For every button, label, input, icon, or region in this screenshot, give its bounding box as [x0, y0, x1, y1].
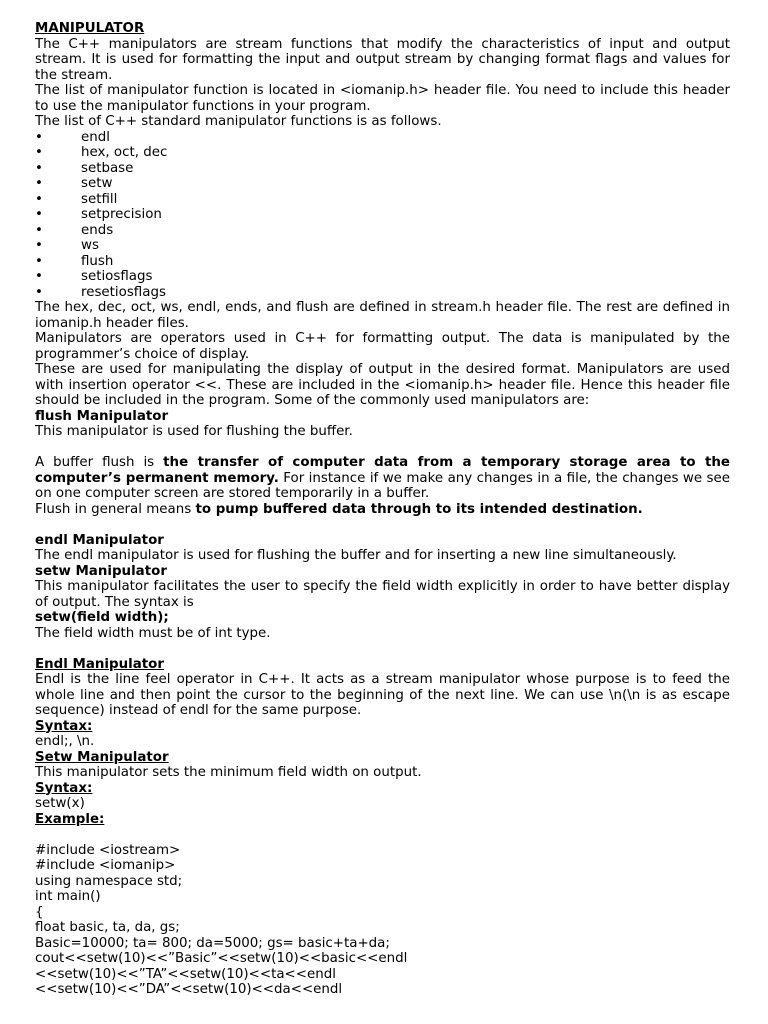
- intro-paragraph-3: The list of C++ standard manipulator functions is as follows.: [35, 114, 442, 129]
- setw-section-heading: Setw Manipulator: [35, 749, 169, 765]
- buffer-flush-paragraph: A buffer flush is the transfer of computer data from a temporary storage area to the computer’s permanent memory. For instance if we make any changes in a file, the changes we see on one computer screen are stored temporarily in a buffer.: [35, 455, 730, 501]
- code-line: Basic=10000; ta= 800; da=5000; gs= basic+ta+da;: [35, 935, 390, 951]
- list-item: • setw: [35, 176, 113, 191]
- code-line: #include <iomanip>: [35, 858, 176, 873]
- spacer: [35, 641, 730, 657]
- code-line: #include <iostream>: [35, 842, 181, 858]
- list-item: • flush: [35, 253, 114, 269]
- bullet-icon: •: [35, 191, 43, 207]
- code-line: float basic, ta, da, gs;: [35, 920, 180, 935]
- setw-note: The field width must be of int type.: [35, 625, 271, 641]
- manipulator-list: [35, 130, 730, 301]
- list-item: • setprecision: [35, 207, 162, 222]
- setw-section-description: This manipulator sets the minimum field width on output.: [35, 765, 422, 780]
- bullet-icon: •: [35, 176, 43, 191]
- endl-section-description: Endl is the line feel operator in C++. It acts as a stream manipulator whose purpose is to feed the whole line and then point the cursor to the beginning of the next line. We can use \n(\n is as escape sequence) instead of endl for the same purpose.: [35, 672, 730, 718]
- flush-meaning-paragraph: Flush in general means to pump buffered data through to its intended destination.: [35, 501, 643, 517]
- after-list-paragraph-2: Manipulators are operators used in C++ for formatting output. The data is manipulated by the programmer’s choice of display.: [35, 331, 730, 362]
- after-list-paragraph-1: The hex, dec, oct, ws, endl, ends, and flush are defined in stream.h header file. The rest are defined in iomanip.h header files.: [35, 300, 730, 331]
- list-item: • ws: [35, 238, 99, 253]
- bullet-icon: •: [35, 253, 43, 269]
- bullet-icon: •: [35, 207, 43, 222]
- list-item: • setfill: [35, 191, 118, 207]
- bullet-icon: •: [35, 238, 43, 253]
- endl-syntax: endl;, \n.: [35, 734, 95, 749]
- code-line: using namespace std;: [35, 873, 183, 889]
- endl-section-heading: Endl Manipulator: [35, 656, 164, 672]
- bullet-icon: •: [35, 160, 43, 176]
- endl-syntax-label: Syntax:: [35, 718, 93, 734]
- code-line: <<setw(10)<<”DA”<<setw(10)<<da<<endl: [35, 982, 343, 997]
- flush-heading: flush Manipulator: [35, 408, 169, 424]
- flush-description: This manipulator is used for flushing the buffer.: [35, 424, 353, 439]
- setw-heading: setw Manipulator: [35, 563, 167, 579]
- list-item: • endl: [35, 129, 110, 145]
- bullet-icon: •: [35, 145, 43, 160]
- list-item: • ends: [35, 222, 114, 238]
- code-line: int main(): [35, 889, 101, 904]
- setw-section-syntax: setw(x): [35, 796, 85, 811]
- list-item: • hex, oct, dec: [35, 145, 168, 160]
- bullet-icon: •: [35, 129, 43, 145]
- code-example: [35, 843, 730, 998]
- intro-paragraph-2: The list of manipulator function is located in <iomanip.h> header file. You need to include this header to use the manipulator functions in your program.: [35, 83, 730, 114]
- list-item: • resetiosflags: [35, 284, 166, 300]
- bullet-icon: •: [35, 222, 43, 238]
- setw-syntax-label: Syntax:: [35, 780, 93, 796]
- code-line: {: [35, 904, 44, 920]
- endl-description: The endl manipulator is used for flushing the buffer and for inserting a new line simultaneously.: [35, 548, 677, 563]
- spacer: [35, 440, 730, 456]
- setw-syntax: setw(field width);: [35, 610, 169, 625]
- setw-description: This manipulator facilitates the user to specify the field width explicitly in order to have better display of output. The syntax is: [35, 579, 730, 610]
- example-label: Example:: [35, 811, 105, 827]
- document-title: MANIPULATOR: [35, 21, 145, 36]
- bullet-icon: •: [35, 284, 43, 300]
- list-item: • setbase: [35, 160, 134, 176]
- spacer: [35, 827, 730, 843]
- intro-paragraph-1: The C++ manipulators are stream functions that modify the characteristics of input and output stream. It is used for formatting the input and output stream by changing format flags and values for the stream.: [35, 36, 730, 83]
- after-list-paragraph-3: These are used for manipulating the display of output in the desired format. Manipulators are used with insertion operator <<. These are included in the <iomanip.h> header file. Hence this header file should be included in the program. Some of the commonly used manipulators are:: [35, 362, 730, 408]
- list-item: • setiosflags: [35, 269, 153, 284]
- code-line: <<setw(10)<<”TA”<<setw(10)<<ta<<endl: [35, 966, 336, 982]
- code-line: cout<<setw(10)<<”Basic”<<setw(10)<<basic<<endl: [35, 951, 408, 966]
- bullet-icon: •: [35, 269, 43, 284]
- endl-heading: endl Manipulator: [35, 532, 164, 548]
- spacer: [35, 517, 730, 533]
